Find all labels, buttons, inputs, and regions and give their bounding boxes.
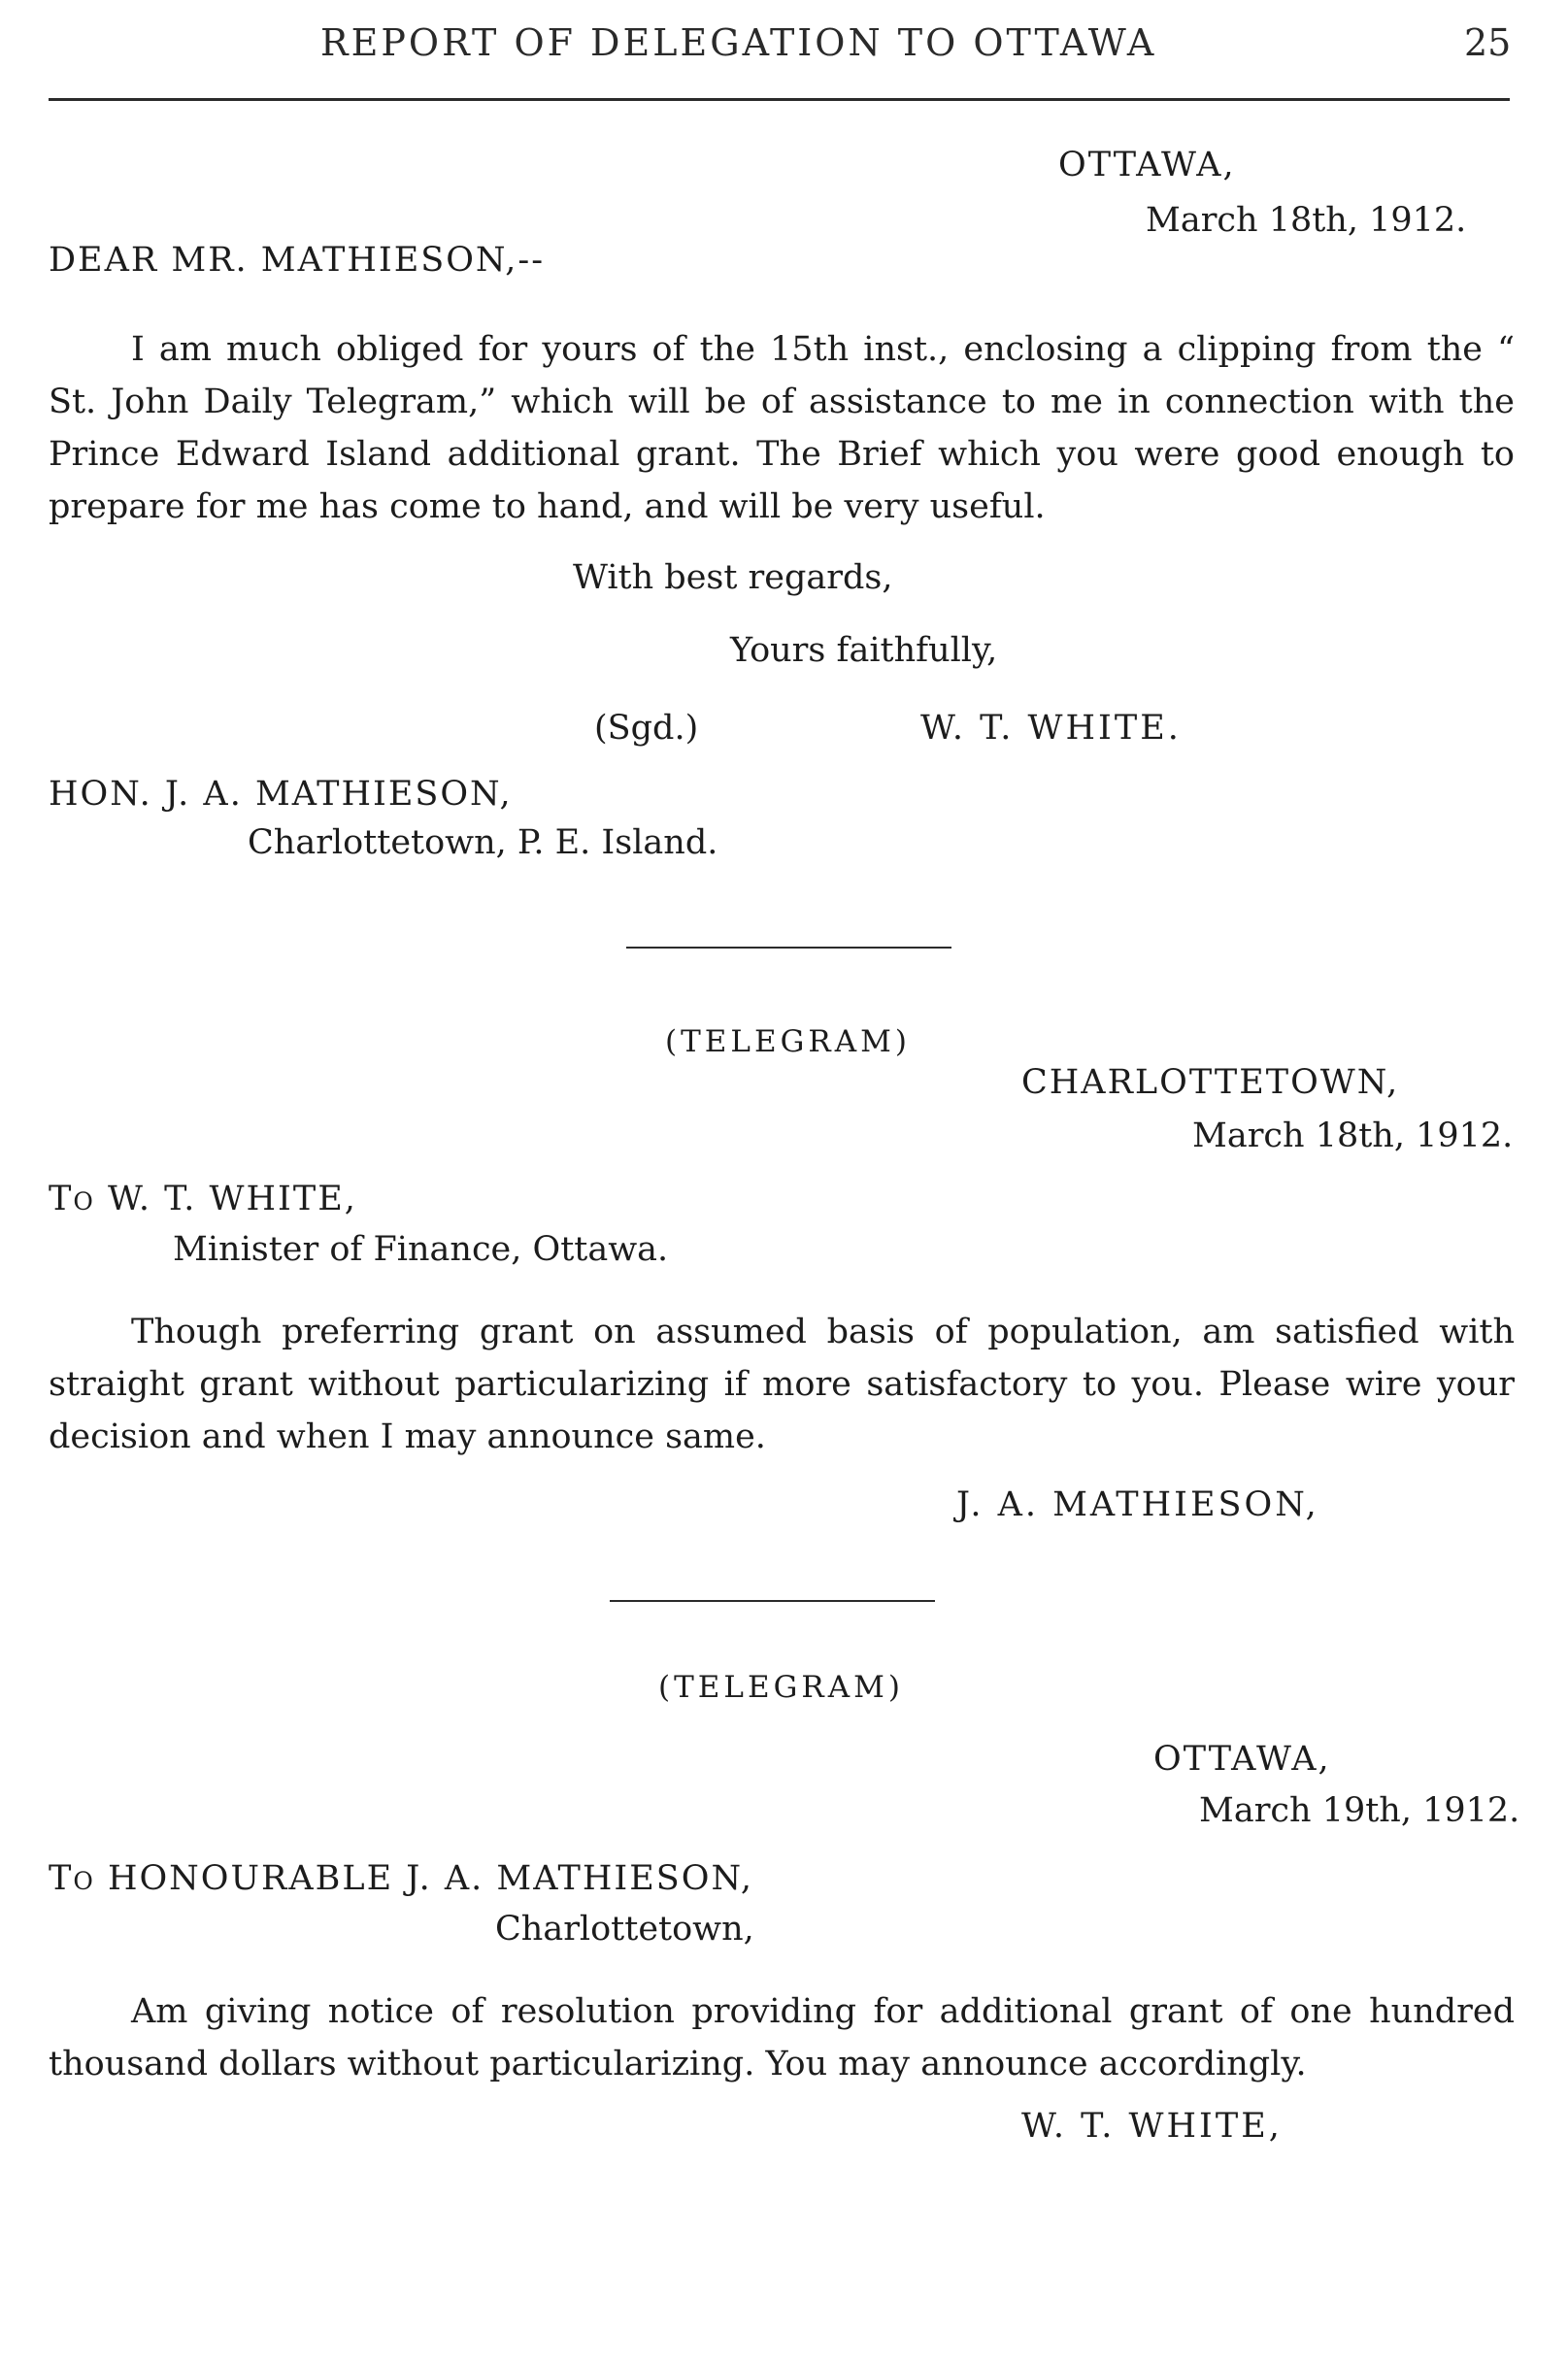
letter-place: OTTAWA, [1058, 146, 1236, 184]
telegram-2-body: Am giving notice of resolution providing for additional grant of one hundred thousand dollars without particularizing. You may announce accordingly. [49, 1992, 1515, 2083]
telegram-2-signature: W. T. WHITE, [1021, 2107, 1283, 2146]
section-divider [626, 947, 951, 949]
telegram-1-to-title: Minister of Finance, Ottawa. [173, 1230, 669, 1269]
header-rule [49, 98, 1510, 101]
telegram-2-to-place: Charlottetown, [495, 1910, 754, 1949]
telegram-1-place: CHARLOTTETOWN, [1021, 1063, 1400, 1102]
telegram-1-to: To W. T. WHITE, [49, 1180, 357, 1218]
telegram-1-label: (TELEGRAM) [665, 1024, 911, 1059]
signed-marker: (Sgd.) [594, 709, 699, 748]
section-divider [610, 1600, 935, 1602]
running-title: REPORT OF DELEGATION TO OTTAWA [320, 21, 1157, 64]
telegram-1-signature: J. A. MATHIESON, [956, 1485, 1319, 1524]
letter-addressee-name: HON. J. A. MATHIESON, [49, 775, 513, 814]
letter-body: I am much obliged for yours of the 15th inst., enclosing a clipping from the “ St. John Daily Telegram,” which will be of assistance to me in connection with the Prince Edward Island additional grant. The Brief which you were good enough to prepare for me has come to hand, and will be very useful. [49, 330, 1515, 526]
telegram-1-date: March 18th, 1912. [1192, 1116, 1514, 1155]
letter-closing-regards: With best regards, [573, 558, 893, 597]
telegram-2-label: (TELEGRAM) [658, 1670, 904, 1705]
telegram-2-date: March 19th, 1912. [1199, 1791, 1520, 1830]
letter-date: March 18th, 1912. [1146, 201, 1467, 240]
letter-closing-faithfully: Yours faithfully, [730, 631, 998, 670]
letter-salutation: DEAR MR. MATHIESON,-- [49, 241, 546, 280]
telegram-2-to: To HONOURABLE J. A. MATHIESON, [49, 1859, 753, 1898]
telegram-2-place: OTTAWA, [1153, 1740, 1331, 1779]
telegram-1-body: Though preferring grant on assumed basis of population, am satisfied with straight grant without particularizing if more satisfactory to you. Please wire your decision and when I may announce same. [49, 1313, 1515, 1456]
letter-addressee-place: Charlottetown, P. E. Island. [248, 823, 718, 862]
letter-signature: W. T. WHITE. [920, 709, 1182, 748]
page-number: 25 [1464, 21, 1512, 64]
